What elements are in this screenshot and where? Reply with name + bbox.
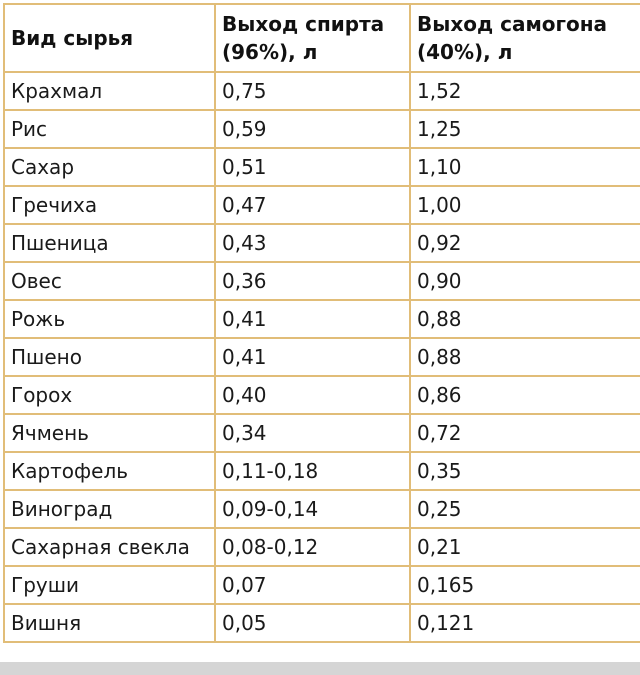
cell-moonshine-yield: 0,92 [410, 224, 640, 262]
table-row [4, 452, 640, 490]
table-row [4, 604, 640, 642]
table-row [4, 528, 640, 566]
table-body [4, 72, 640, 642]
cell-raw-material: Картофель [4, 452, 215, 490]
cell-raw-material: Груши [4, 566, 215, 604]
cell-moonshine-yield: 0,25 [410, 490, 640, 528]
cell-raw-material: Сахарная свекла [4, 528, 215, 566]
table-row [4, 300, 640, 338]
cell-alcohol-yield: 0,34 [215, 414, 410, 452]
cell-alcohol-yield: 0,51 [215, 148, 410, 186]
table-row [4, 186, 640, 224]
table-row [4, 566, 640, 604]
cell-moonshine-yield: 0,90 [410, 262, 640, 300]
cell-alcohol-yield: 0,09-0,14 [215, 490, 410, 528]
yield-table [3, 3, 640, 643]
header-row [4, 4, 640, 72]
cell-raw-material: Рожь [4, 300, 215, 338]
cell-moonshine-yield: 1,00 [410, 186, 640, 224]
cell-alcohol-yield: 0,40 [215, 376, 410, 414]
cell-raw-material: Ячмень [4, 414, 215, 452]
cell-alcohol-yield: 0,07 [215, 566, 410, 604]
table-row [4, 72, 640, 110]
cell-raw-material: Овес [4, 262, 215, 300]
cell-raw-material: Гречиха [4, 186, 215, 224]
header-moonshine-yield: Выход самогона (40%), л [410, 4, 640, 72]
cell-moonshine-yield: 0,121 [410, 604, 640, 642]
cell-moonshine-yield: 1,52 [410, 72, 640, 110]
cell-moonshine-yield: 0,21 [410, 528, 640, 566]
table-row [4, 414, 640, 452]
cell-alcohol-yield: 0,47 [215, 186, 410, 224]
table-row [4, 490, 640, 528]
cell-raw-material: Пшено [4, 338, 215, 376]
cell-raw-material: Вишня [4, 604, 215, 642]
cell-alcohol-yield: 0,11-0,18 [215, 452, 410, 490]
table-header [4, 4, 640, 72]
header-alcohol-yield: Выход спирта (96%), л [215, 4, 410, 72]
cell-moonshine-yield: 0,88 [410, 338, 640, 376]
cell-raw-material: Горох [4, 376, 215, 414]
cell-raw-material: Виноград [4, 490, 215, 528]
cell-alcohol-yield: 0,43 [215, 224, 410, 262]
header-raw-material: Вид сырья [4, 4, 215, 72]
cell-raw-material: Сахар [4, 148, 215, 186]
cell-moonshine-yield: 1,25 [410, 110, 640, 148]
cell-moonshine-yield: 0,88 [410, 300, 640, 338]
cell-raw-material: Пшеница [4, 224, 215, 262]
cell-moonshine-yield: 1,10 [410, 148, 640, 186]
table-row [4, 110, 640, 148]
table-row [4, 262, 640, 300]
table-row [4, 338, 640, 376]
cell-moonshine-yield: 0,86 [410, 376, 640, 414]
cell-raw-material: Крахмал [4, 72, 215, 110]
cell-alcohol-yield: 0,36 [215, 262, 410, 300]
table-row [4, 224, 640, 262]
horizontal-scrollbar[interactable] [0, 662, 640, 675]
cell-alcohol-yield: 0,05 [215, 604, 410, 642]
cell-moonshine-yield: 0,165 [410, 566, 640, 604]
cell-alcohol-yield: 0,75 [215, 72, 410, 110]
cell-alcohol-yield: 0,59 [215, 110, 410, 148]
cell-moonshine-yield: 0,35 [410, 452, 640, 490]
table-row [4, 148, 640, 186]
cell-alcohol-yield: 0,41 [215, 338, 410, 376]
cell-raw-material: Рис [4, 110, 215, 148]
table-row [4, 376, 640, 414]
cell-alcohol-yield: 0,41 [215, 300, 410, 338]
cell-alcohol-yield: 0,08-0,12 [215, 528, 410, 566]
cell-moonshine-yield: 0,72 [410, 414, 640, 452]
